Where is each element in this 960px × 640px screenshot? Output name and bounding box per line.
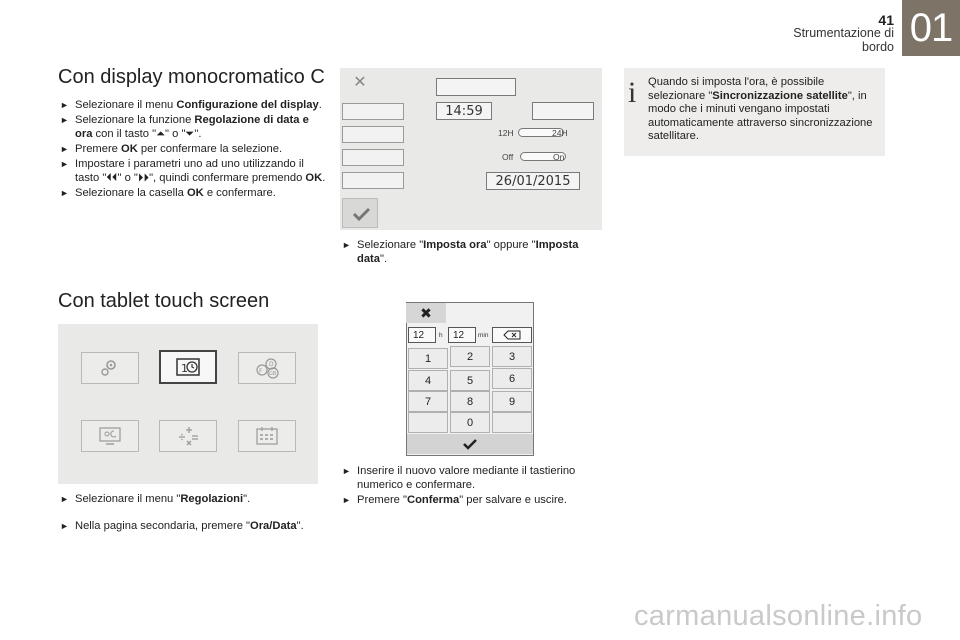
bullet-arrow-icon: ► xyxy=(342,495,351,505)
mono-caption xyxy=(340,238,602,267)
key-4: 4 xyxy=(408,370,448,391)
key-0: 0 xyxy=(450,412,490,433)
brightness-tile xyxy=(81,420,139,452)
bullet-arrow-icon: ► xyxy=(60,521,69,531)
bullet-arrow-icon: ► xyxy=(60,144,69,154)
bullet-arrow-icon: ► xyxy=(342,240,351,250)
bullet-arrow-icon: ► xyxy=(342,466,351,476)
bullet-arrow-icon: ► xyxy=(60,100,69,110)
svg-text:F: F xyxy=(259,368,263,375)
bullet-arrow-icon: ► xyxy=(60,159,69,169)
list-item: ► Impostare i parametri uno ad uno utilizzando il tasto "⏴⏴" o "⏵⏵", quindi confermare premendo OK. xyxy=(60,158,326,184)
backspace-icon xyxy=(503,330,521,340)
key-blank xyxy=(408,412,448,433)
svg-text:D: D xyxy=(269,361,274,368)
calendar-icon xyxy=(254,425,280,447)
calendar-tile xyxy=(238,420,296,452)
list-item: ► Selezionare il menu "Regolazioni". xyxy=(60,493,251,505)
hours-field: 12 xyxy=(408,327,436,343)
hours-unit: h xyxy=(439,332,443,339)
close-icon: ✖ xyxy=(406,303,446,323)
minutes-field: 12 xyxy=(448,327,476,343)
close-icon: ✕ xyxy=(353,74,367,91)
list-item: ► Premere OK per confermare la selezione. xyxy=(60,143,283,155)
settings-tile xyxy=(81,352,139,384)
calculator-icon xyxy=(174,424,202,448)
tablet-steps-1 xyxy=(58,492,320,507)
toggle-label: On xyxy=(553,152,565,162)
confirm-key xyxy=(407,434,533,454)
key-2: 2 xyxy=(450,346,490,367)
units-tile xyxy=(159,420,217,452)
mono-menu-slot xyxy=(342,103,404,120)
mono-menu-slot xyxy=(342,126,404,143)
key-7: 7 xyxy=(408,391,448,412)
tablet-steps-2 xyxy=(58,519,320,534)
check-icon xyxy=(343,199,379,229)
date-time-tile xyxy=(159,350,217,384)
chapter-number: 01 xyxy=(909,5,953,50)
language-icon xyxy=(252,356,282,380)
mono-menu-slot xyxy=(342,172,404,189)
list-item: ► Premere "Conferma" per salvare e uscire. xyxy=(342,494,568,506)
bullet-arrow-icon: ► xyxy=(60,494,69,504)
toggle-label: 24H xyxy=(552,128,568,138)
list-item: ► Inserire il nuovo valore mediante il tastierino numerico e confermare. xyxy=(342,465,576,491)
key-1: 1 xyxy=(408,348,448,369)
backspace-key xyxy=(492,327,532,343)
clock-icon xyxy=(174,356,202,378)
mono-menu-slot xyxy=(342,149,404,166)
info-icon: i xyxy=(628,76,637,109)
keypad-steps xyxy=(340,464,602,508)
tablet-illustration xyxy=(58,324,318,484)
mono-steps-list xyxy=(58,98,328,201)
key-blank xyxy=(492,412,532,433)
svg-text:GB: GB xyxy=(269,371,277,377)
mono-top-field xyxy=(436,78,516,96)
mono-right-field xyxy=(532,102,594,120)
key-9: 9 xyxy=(492,391,532,412)
key-3: 3 xyxy=(492,346,532,367)
settings-gear-icon xyxy=(98,356,122,380)
check-icon xyxy=(460,437,480,451)
mono-ok-button xyxy=(342,198,378,228)
list-item: ► Selezionare la funzione Regolazione di data e ora con il tasto "⏶" o "⏷". xyxy=(60,114,309,140)
bullet-arrow-icon: ► xyxy=(60,188,69,198)
list-item: ► Selezionare la casella OK e confermare. xyxy=(60,187,276,199)
chapter-title: Strumentazione di bordo xyxy=(793,26,894,54)
key-8: 8 xyxy=(450,391,490,412)
toggle-label: Off xyxy=(502,152,514,162)
date-field: 26/01/2015 xyxy=(486,172,580,190)
list-item: ► Selezionare "Imposta ora" oppure "Imposta data". xyxy=(342,239,579,265)
page-number: 41 xyxy=(878,12,894,28)
brightness-icon xyxy=(96,425,124,447)
toggle-label: 12H xyxy=(498,128,514,138)
chapter-tab xyxy=(902,0,960,56)
watermark: carmanualsonline.info xyxy=(634,600,923,632)
section-title-mono: Con display monocromatico C xyxy=(58,66,325,88)
list-item: ► Selezionare il menu Configurazione del display. xyxy=(60,99,322,111)
key-6: 6 xyxy=(492,368,532,389)
bullet-arrow-icon: ► xyxy=(60,115,69,125)
minutes-unit: min xyxy=(478,332,489,339)
info-text: Quando si imposta l'ora, è possibile selezionare "Sincronizzazione satellite", in modo che i minuti vengano impostati automaticamente attraverso sincronizzazione satellitare. xyxy=(648,76,873,142)
language-tile xyxy=(238,352,296,384)
key-5: 5 xyxy=(450,370,490,391)
list-item: ► Nella pagina secondaria, premere "Ora/Data". xyxy=(60,520,304,532)
section-title-tablet: Con tablet touch screen xyxy=(58,290,270,312)
svg-text:1: 1 xyxy=(181,362,188,375)
time-field: 14:59 xyxy=(436,102,492,120)
